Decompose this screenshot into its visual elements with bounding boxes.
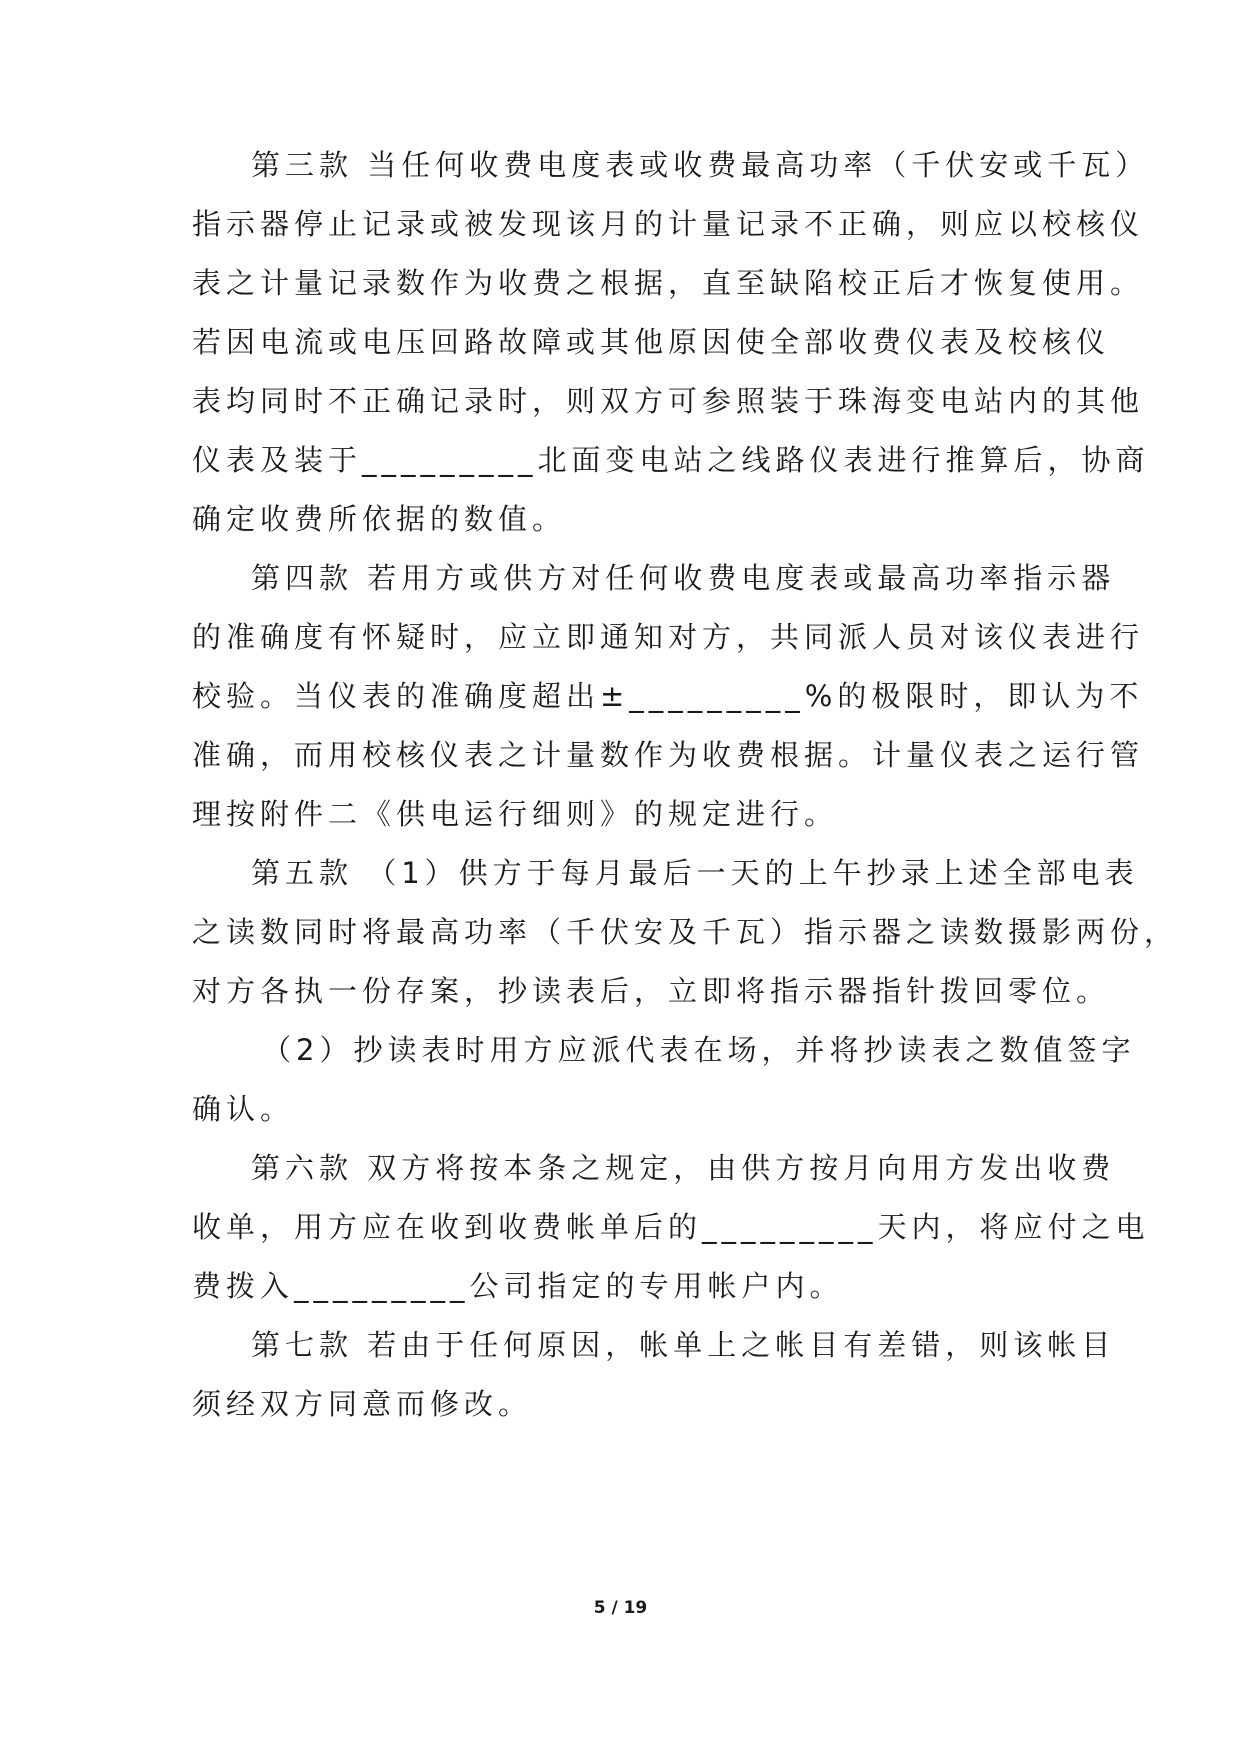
text-line: 第七款 若由于任何原因，帐单上之帐目有差错，则该帐目 — [251, 1328, 1116, 1362]
text-line: 收单，用方应在收到收费帐单后的_________天内，将应付之电 — [192, 1210, 1150, 1244]
text-line: 表均同时不正确记录时，则双方可参照装于珠海变电站内的其他 — [192, 384, 1145, 418]
text-line: 表之计量记录数作为收费之根据，直至缺陷校正后才恢复使用。 — [192, 266, 1145, 300]
text-line: （2）抄读表时用方应派代表在场，并将抄读表之数值签字 — [262, 1033, 1136, 1067]
text-line: 准确，而用校核仪表之计量数作为收费根据。计量仪表之运行管 — [192, 738, 1145, 772]
text-line: 第六款 双方将按本条之规定，由供方按月向用方发出收费 — [251, 1151, 1116, 1185]
text-line: 确认。 — [192, 1092, 295, 1126]
text-line: 对方各执一份存案，抄读表后，立即将指示器指针拨回零位。 — [192, 974, 1111, 1008]
page-number: 5 / 19 — [593, 1598, 648, 1618]
text-line: 第四款 若用方或供方对任何收费电度表或最高功率指示器 — [251, 561, 1116, 595]
text-line: 的准确度有怀疑时，应立即通知对方，共同派人员对该仪表进行 — [192, 620, 1145, 654]
text-line: 之读数同时将最高功率（千伏安及千瓦）指示器之读数摄影两份， — [192, 915, 1179, 949]
text-line: 第五款 （1）供方于每月最后一天的上午抄录上述全部电表 — [251, 856, 1139, 890]
text-line: 理按附件二《供电运行细则》的规定进行。 — [192, 797, 839, 831]
text-line: 须经双方同意而修改。 — [192, 1387, 533, 1421]
text-line: 校验。当仪表的准确度超出±_________%的极限时，即认为不 — [192, 679, 1144, 713]
text-line: 若因电流或电压回路故障或其他原因使全部收费仪表及校核仪 — [192, 325, 1111, 359]
text-line: 第三款 当任何收费电度表或收费最高功率（千伏安或千瓦） — [251, 148, 1150, 182]
text-line: 仪表及装于_________北面变电站之线路仪表进行推算后，协商 — [192, 443, 1150, 477]
text-line: 费拨入_________公司指定的专用帐户内。 — [192, 1269, 844, 1303]
text-line: 指示器停止记录或被发现该月的计量记录不正确，则应以校核仪 — [192, 207, 1145, 241]
text-line: 确定收费所依据的数值。 — [192, 502, 567, 536]
